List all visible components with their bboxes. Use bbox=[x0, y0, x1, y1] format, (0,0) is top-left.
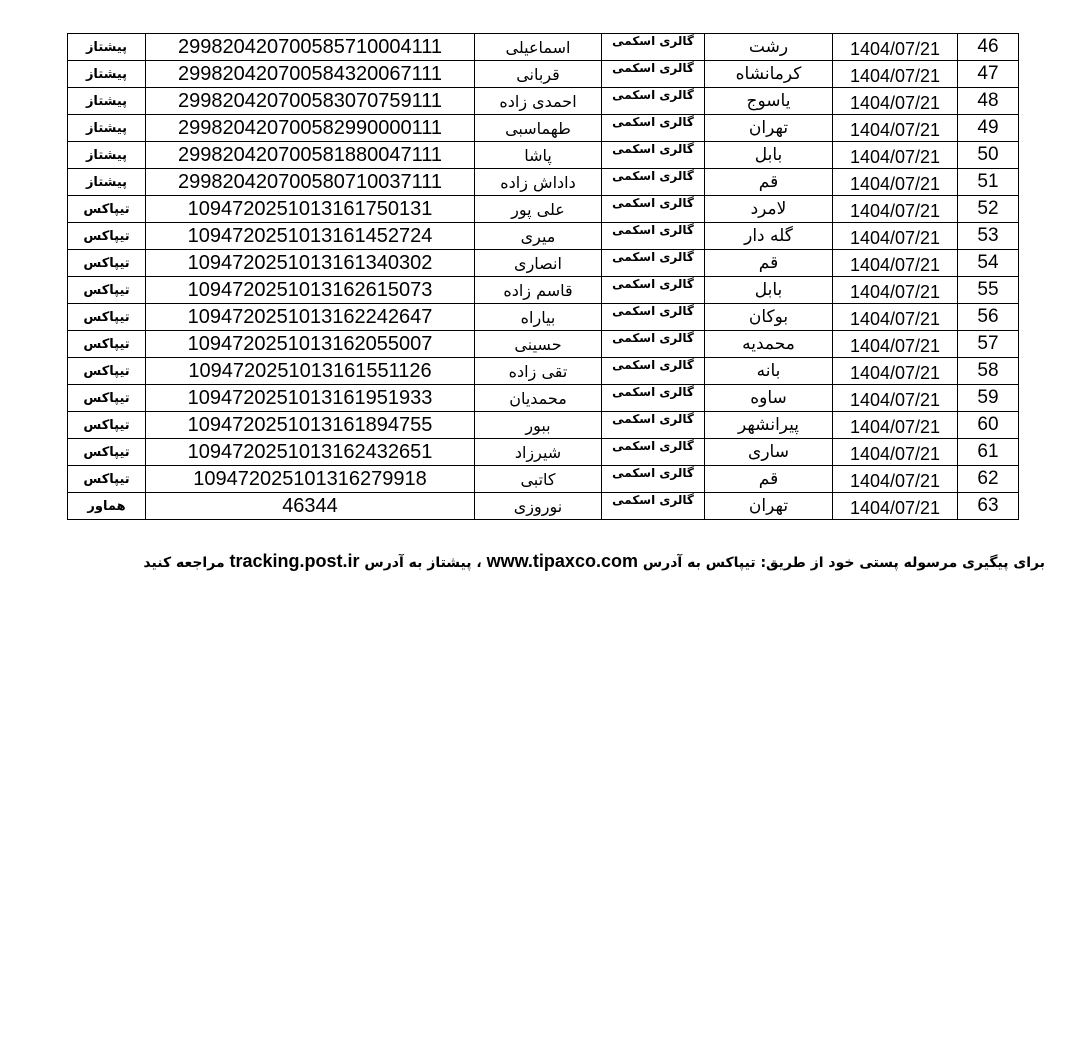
sender-shop: گالری اسکمی bbox=[602, 196, 705, 223]
table-row bbox=[68, 412, 1019, 439]
recipient-name: میری bbox=[475, 223, 602, 250]
tracking-number: 1094720251013161894755 bbox=[146, 412, 475, 439]
courier-service: تیپاکس bbox=[68, 250, 146, 277]
courier-service: پیشتاز bbox=[68, 142, 146, 169]
destination-city: ساوه bbox=[705, 385, 833, 412]
row-number: 57 bbox=[958, 331, 1019, 358]
tracking-number: 299820420700581880047111 bbox=[146, 142, 475, 169]
row-number: 52 bbox=[958, 196, 1019, 223]
tracking-number: 299820420700583070759111 bbox=[146, 88, 475, 115]
table-row bbox=[68, 466, 1019, 493]
tracking-instructions bbox=[78, 551, 1045, 572]
sender-shop: گالری اسکمی bbox=[602, 439, 705, 466]
row-number: 54 bbox=[958, 250, 1019, 277]
table-row bbox=[68, 196, 1019, 223]
row-number: 58 bbox=[958, 358, 1019, 385]
shipment-date: 1404/07/21 bbox=[833, 142, 958, 169]
shipment-date: 1404/07/21 bbox=[833, 61, 958, 88]
table-row bbox=[68, 439, 1019, 466]
table-row bbox=[68, 34, 1019, 61]
recipient-name: شیرزاد bbox=[475, 439, 602, 466]
tracking-number: 1094720251013162432651 bbox=[146, 439, 475, 466]
recipient-name: داداش زاده bbox=[475, 169, 602, 196]
recipient-name: نوروزی bbox=[475, 493, 602, 520]
shipment-date: 1404/07/21 bbox=[833, 223, 958, 250]
tracking-number: 299820420700582990000111 bbox=[146, 115, 475, 142]
destination-city: یاسوج bbox=[705, 88, 833, 115]
recipient-name: بیاراه bbox=[475, 304, 602, 331]
tracking-number: 109472025101316145272​4 bbox=[146, 223, 475, 250]
tracking-number: 1094720251013162615073 bbox=[146, 277, 475, 304]
recipient-name: علی پور bbox=[475, 196, 602, 223]
sender-shop: گالری اسکمی bbox=[602, 412, 705, 439]
shipment-date: 1404/07/21 bbox=[833, 34, 958, 61]
sender-shop: گالری اسکمی bbox=[602, 115, 705, 142]
destination-city: بانه bbox=[705, 358, 833, 385]
destination-city: تهران bbox=[705, 493, 833, 520]
table-row bbox=[68, 88, 1019, 115]
sender-shop: گالری اسکمی bbox=[602, 331, 705, 358]
destination-city: رشت bbox=[705, 34, 833, 61]
tracking-number: 299820420700585710004111 bbox=[146, 34, 475, 61]
tracking-number: 1094720251013161340302 bbox=[146, 250, 475, 277]
courier-service: تیپاکس bbox=[68, 466, 146, 493]
shipment-date: 1404/07/21 bbox=[833, 304, 958, 331]
footer-outro: مراجعه کنید bbox=[143, 555, 225, 571]
shipment-date: 1404/07/21 bbox=[833, 250, 958, 277]
row-number: 51 bbox=[958, 169, 1019, 196]
courier-service: تیپاکس bbox=[68, 358, 146, 385]
table-row bbox=[68, 169, 1019, 196]
shipment-date: 1404/07/21 bbox=[833, 358, 958, 385]
sender-shop: گالری اسکمی bbox=[602, 277, 705, 304]
sender-shop: گالری اسکمی bbox=[602, 304, 705, 331]
shipment-date: 1404/07/21 bbox=[833, 466, 958, 493]
table-row bbox=[68, 493, 1019, 520]
row-number: 62 bbox=[958, 466, 1019, 493]
courier-service: هماور bbox=[68, 493, 146, 520]
sender-shop: گالری اسکمی bbox=[602, 466, 705, 493]
destination-city: قم bbox=[705, 169, 833, 196]
tracking-number: 1094720251013162242647 bbox=[146, 304, 475, 331]
tracking-number: 1094720251013162055007 bbox=[146, 331, 475, 358]
sender-shop: گالری اسکمی bbox=[602, 34, 705, 61]
shipment-date: 1404/07/21 bbox=[833, 493, 958, 520]
destination-city: بابل bbox=[705, 142, 833, 169]
destination-city: ساری bbox=[705, 439, 833, 466]
table-row bbox=[68, 115, 1019, 142]
courier-service: تیپاکس bbox=[68, 304, 146, 331]
tracking-number: 1094720251013162799​18 bbox=[146, 466, 475, 493]
recipient-name: محمدیان bbox=[475, 385, 602, 412]
courier-service: تیپاکس bbox=[68, 196, 146, 223]
courier-service: پیشتاز bbox=[68, 169, 146, 196]
sender-shop: گالری اسکمی bbox=[602, 385, 705, 412]
sender-shop: گالری اسکمی bbox=[602, 61, 705, 88]
recipient-name: پاشا bbox=[475, 142, 602, 169]
shipment-date: 1404/07/21 bbox=[833, 331, 958, 358]
destination-city: تهران bbox=[705, 115, 833, 142]
row-number: 61 bbox=[958, 439, 1019, 466]
table-row bbox=[68, 61, 1019, 88]
table-row bbox=[68, 250, 1019, 277]
row-number: 50 bbox=[958, 142, 1019, 169]
destination-city: کرمانشاه bbox=[705, 61, 833, 88]
destination-city: پیرانشهر bbox=[705, 412, 833, 439]
footer-intro: برای پیگیری مرسوله پستی خود از طریق: تیپاکس به آدرس bbox=[642, 555, 1045, 571]
recipient-name: حسینی bbox=[475, 331, 602, 358]
courier-service: تیپاکس bbox=[68, 385, 146, 412]
row-number: 60 bbox=[958, 412, 1019, 439]
destination-city: محمدیه bbox=[705, 331, 833, 358]
shipment-rows bbox=[68, 34, 1019, 520]
table-row bbox=[68, 142, 1019, 169]
recipient-name: انصاری bbox=[475, 250, 602, 277]
sender-shop: گالری اسکمی bbox=[602, 169, 705, 196]
post-tracking-url-link[interactable]: tracking.post.ir bbox=[229, 551, 360, 571]
shipment-date: 1404/07/21 bbox=[833, 88, 958, 115]
shipment-date: 1404/07/21 bbox=[833, 115, 958, 142]
courier-service: تیپاکس bbox=[68, 331, 146, 358]
tracking-number: 1094720251013161951933 bbox=[146, 385, 475, 412]
destination-city: لامرد bbox=[705, 196, 833, 223]
row-number: 53 bbox=[958, 223, 1019, 250]
recipient-name: قاسم زاده bbox=[475, 277, 602, 304]
row-number: 48 bbox=[958, 88, 1019, 115]
destination-city: گله دار bbox=[705, 223, 833, 250]
recipient-name: ببور bbox=[475, 412, 602, 439]
sender-shop: گالری اسکمی bbox=[602, 223, 705, 250]
table-row bbox=[68, 277, 1019, 304]
tracking-number: 46344 bbox=[146, 493, 475, 520]
destination-city: قم bbox=[705, 466, 833, 493]
courier-service: تیپاکس bbox=[68, 223, 146, 250]
row-number: 59 bbox=[958, 385, 1019, 412]
tipax-url-link[interactable]: www.tipaxco.com bbox=[486, 551, 638, 571]
destination-city: بوکان bbox=[705, 304, 833, 331]
table-row bbox=[68, 358, 1019, 385]
tracking-number: 10947202510131617501​31 bbox=[146, 196, 475, 223]
destination-city: بابل bbox=[705, 277, 833, 304]
courier-service: پیشتاز bbox=[68, 115, 146, 142]
row-number: 46 bbox=[958, 34, 1019, 61]
recipient-name: طهماسبی bbox=[475, 115, 602, 142]
courier-service: پیشتاز bbox=[68, 88, 146, 115]
sender-shop: گالری اسکمی bbox=[602, 142, 705, 169]
shipment-date: 1404/07/21 bbox=[833, 196, 958, 223]
row-number: 56 bbox=[958, 304, 1019, 331]
row-number: 47 bbox=[958, 61, 1019, 88]
shipment-date: 1404/07/21 bbox=[833, 385, 958, 412]
table-row bbox=[68, 385, 1019, 412]
recipient-name: تقی زاده bbox=[475, 358, 602, 385]
shipment-date: 1404/07/21 bbox=[833, 169, 958, 196]
courier-service: پیشتاز bbox=[68, 34, 146, 61]
tracking-number: 299820420700584320067111 bbox=[146, 61, 475, 88]
row-number: 63 bbox=[958, 493, 1019, 520]
sender-shop: گالری اسکمی bbox=[602, 493, 705, 520]
sender-shop: گالری اسکمی bbox=[602, 88, 705, 115]
shipment-date: 1404/07/21 bbox=[833, 277, 958, 304]
courier-service: تیپاکس bbox=[68, 412, 146, 439]
row-number: 55 bbox=[958, 277, 1019, 304]
destination-city: قم bbox=[705, 250, 833, 277]
shipment-date: 1404/07/21 bbox=[833, 439, 958, 466]
recipient-name: اسماعیلی bbox=[475, 34, 602, 61]
sender-shop: گالری اسکمی bbox=[602, 358, 705, 385]
shipment-table bbox=[67, 33, 1019, 520]
tracking-number: 299820420700580710037111 bbox=[146, 169, 475, 196]
tracking-number: 1094720251013161551126 bbox=[146, 358, 475, 385]
courier-service: تیپاکس bbox=[68, 439, 146, 466]
sender-shop: گالری اسکمی bbox=[602, 250, 705, 277]
recipient-name: کاتبی bbox=[475, 466, 602, 493]
courier-service: تیپاکس bbox=[68, 277, 146, 304]
table-row bbox=[68, 223, 1019, 250]
table-row bbox=[68, 331, 1019, 358]
footer-middle: ، پیشتاز به آدرس bbox=[364, 555, 482, 571]
courier-service: پیشتاز bbox=[68, 61, 146, 88]
recipient-name: احمدی زاده bbox=[475, 88, 602, 115]
shipment-date: 1404/07/21 bbox=[833, 412, 958, 439]
table-row bbox=[68, 304, 1019, 331]
recipient-name: قربانی bbox=[475, 61, 602, 88]
row-number: 49 bbox=[958, 115, 1019, 142]
